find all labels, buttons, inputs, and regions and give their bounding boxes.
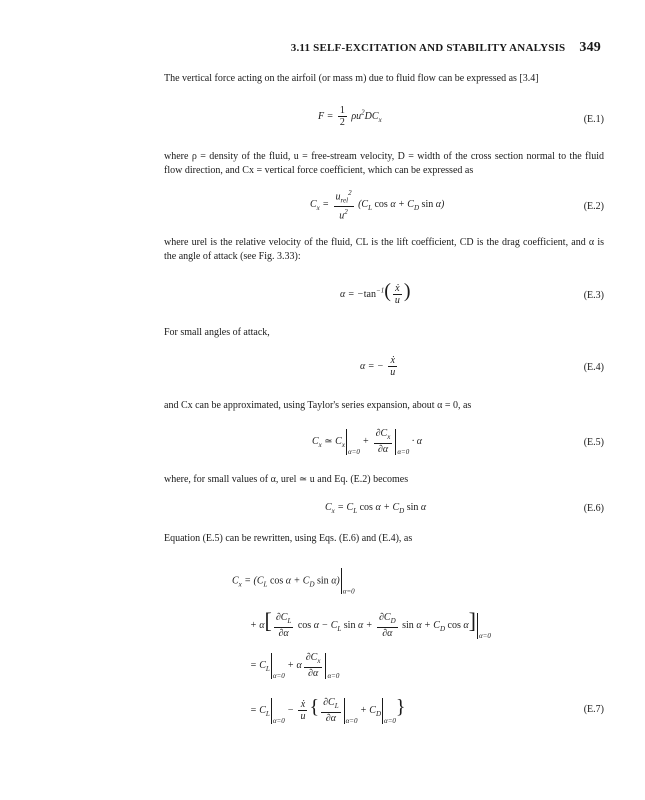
running-header bbox=[291, 40, 601, 56]
eq-label-e4: (E.4) bbox=[583, 362, 604, 373]
eq-label-e1: (E.1) bbox=[583, 114, 604, 125]
paragraph-7: Equation (E.5) can be rewritten, using Eqs. (E.6) and (E.4), as bbox=[164, 533, 413, 544]
equation-e2: $C_x$ = $\frac{u_{rel}^2}{u^2}$ ($C_L$ $\cos \alpha + C_D$ sin α) bbox=[310, 189, 445, 222]
section-title: 3.11 SELF-EXCITATION AND STABILITY ANALYSIS bbox=[290, 42, 566, 54]
paragraph-6: where, for small values of α, urel ≃ u and Eq. (E.2) becomes bbox=[164, 474, 409, 485]
equation-e5: $C_x$ ≃ $C_{x\alpha=0}$ + $\frac{\partial C_x}{\partial\alpha}$ $_{\alpha=0}$ · α bbox=[312, 428, 422, 456]
equation-e7-line2: + α[ $\frac{\partial C_L}{\partial\alpha}$ $\cos \alpha - C_L$ sin α + $\frac{\partial C_D}{\partial\alpha}$ $\sin \alpha + C_D$ $\cos \alpha]_{\alpha=0}$ bbox=[250, 608, 491, 640]
equation-e7-line3: = $C_{L\alpha=0} + \alpha$ $\frac{\partial C_x}{\partial\alpha}$ $_{\alpha=0}$ bbox=[250, 652, 340, 680]
paragraph-2: where ρ = density of the fluid, u = free-stream velocity, D = width of the cross section normal to the fluid flow direction, and Cx = vertical force coefficient, which can be expressed as bbox=[164, 151, 604, 176]
eq-label-e6: (E.6) bbox=[583, 503, 604, 514]
equation-e3: $\alpha = -\tan^{-1}$( $\frac{\text{ẋ}}{u}$ ) bbox=[340, 280, 411, 307]
page-number: 349 bbox=[579, 40, 601, 55]
equation-e4: α = − $\frac{\text{ẋ}}{u}$ bbox=[360, 355, 396, 378]
eq-label-e3: (E.3) bbox=[583, 290, 604, 301]
paragraph-4: For small angles of attack, bbox=[164, 327, 270, 338]
eq-label-e7: (E.7) bbox=[583, 704, 604, 715]
equation-e1: F = $\frac{1}{2}$ $\rho u^2DC_x$ bbox=[318, 105, 382, 128]
equation-e6: $C_x = C_L$ $\cos \alpha + C_D$ sin α bbox=[325, 502, 427, 515]
paragraph-1: The vertical force acting on the airfoil (or mass m) due to fluid flow can be expressed as [3.4] bbox=[164, 73, 539, 84]
eq-label-e2: (E.2) bbox=[583, 201, 604, 212]
eq-label-e5: (E.5) bbox=[583, 437, 604, 448]
equation-e7-line1: $C_x = (C_L$ $\cos \alpha + C_D$ $\sin \alpha)_{\alpha=0}$ bbox=[232, 568, 355, 595]
paragraph-3: where urel is the relative velocity of the fluid, CL is the lift coefficient, CD is the drag coefficient, and α is the angle of attack (see Fig. 3.33): bbox=[164, 237, 604, 262]
paragraph-5: and Cx can be approximated, using Taylor's series expansion, about α = 0, as bbox=[164, 400, 472, 411]
equation-e7-line4: = $C_{L\alpha=0}$ − $\frac{\text{ẋ}}{u}$ { $\frac{\partial C_L}{\partial\alpha}$ $_{\alpha=0} + C_{D\alpha=0}$} bbox=[250, 696, 406, 725]
